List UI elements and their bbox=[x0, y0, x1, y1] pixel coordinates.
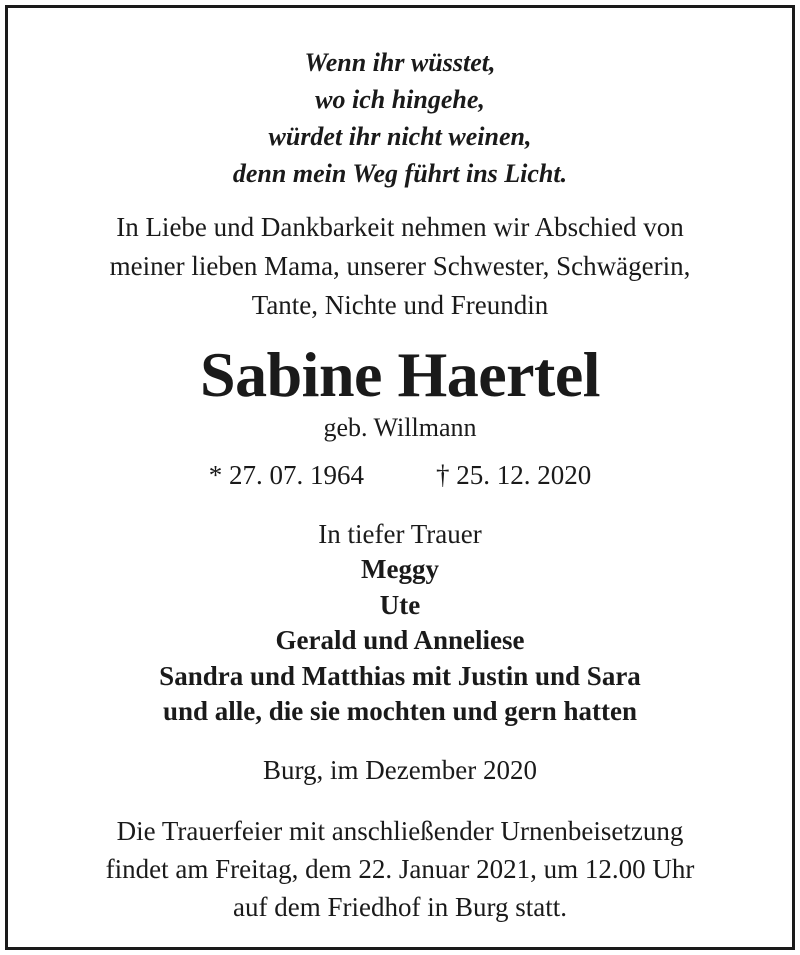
funeral-line: auf dem Friedhof in Burg statt. bbox=[233, 892, 567, 922]
mourner: Meggy bbox=[361, 554, 439, 584]
funeral-line: Die Trauerfeier mit anschließender Urnenbeisetzung bbox=[116, 816, 684, 846]
funeral-info bbox=[8, 812, 792, 926]
intro-text bbox=[8, 208, 792, 325]
life-dates bbox=[8, 458, 792, 492]
mourner: und alle, die sie mochten und gern hatten bbox=[162, 696, 638, 726]
intro-line: Tante, Nichte und Freundin bbox=[251, 290, 549, 320]
poem bbox=[8, 44, 792, 192]
mourners-list bbox=[8, 552, 792, 730]
funeral-line: findet am Freitag, dem 22. Januar 2021, um 12.00 Uhr bbox=[105, 854, 695, 884]
maiden-name: geb. Willmann bbox=[323, 413, 477, 442]
mourner: Ute bbox=[379, 589, 421, 620]
mourner: Gerald und Anneliese bbox=[275, 625, 525, 655]
birth-date: * 27. 07. 1964 bbox=[208, 460, 364, 490]
poem-line: denn mein Weg führt ins Licht. bbox=[232, 159, 568, 188]
poem-line: würdet ihr nicht weinen, bbox=[268, 122, 532, 151]
intro-line: In Liebe und Dankbarkeit nehmen wir Abschied von bbox=[116, 212, 684, 242]
mourning-heading: In tiefer Trauer bbox=[318, 519, 482, 549]
poem-line: wo ich hingehe, bbox=[315, 85, 485, 114]
mourner: Sandra und Matthias mit Justin und Sara bbox=[159, 660, 641, 691]
poem-line: Wenn ihr wüsstet, bbox=[304, 48, 496, 77]
obituary-notice bbox=[5, 5, 795, 950]
intro-line: meiner lieben Mama, unserer Schwester, Schwägerin, bbox=[109, 251, 691, 281]
deceased-name: Sabine Haertel bbox=[199, 339, 601, 410]
place-and-date: Burg, im Dezember 2020 bbox=[263, 755, 537, 785]
death-date: † 25. 12. 2020 bbox=[436, 460, 592, 490]
